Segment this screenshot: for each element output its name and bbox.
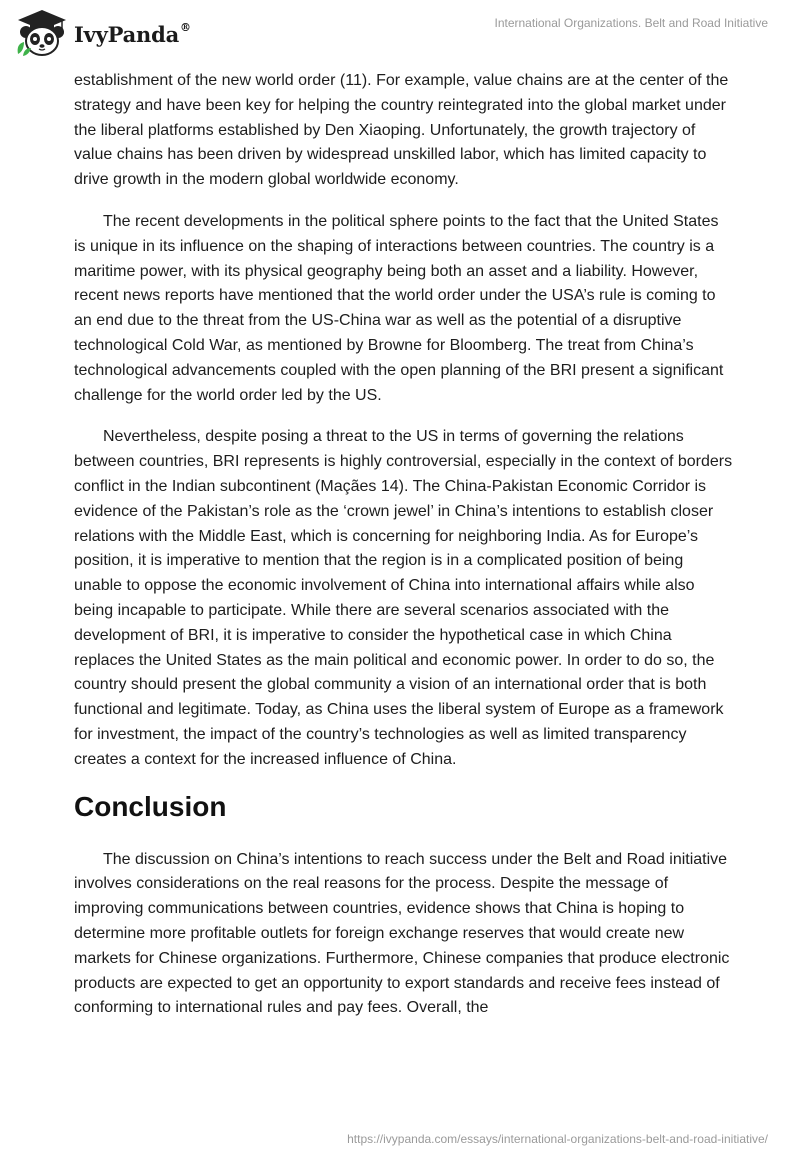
- document-title: International Organizations. Belt and Road Initiative: [494, 16, 768, 30]
- essay-content: [74, 69, 734, 1038]
- page-header: [0, 0, 800, 70]
- source-url[interactable]: https://ivypanda.com/essays/international-organizations-belt-and-road-initiative/: [347, 1132, 768, 1146]
- paragraph-1: establishment of the new world order (11). For example, value chains are at the center of the strategy and have been key for helping the country reintegrated into the global market under the liberal platforms established by Den Xiaoping. Unfortunately, the growth trajectory of value chains has been driven by widespread unskilled labor, which has limited capacity to drive growth in the modern global worldwide economy.: [74, 72, 729, 189]
- paragraph-3: Nevertheless, despite posing a threat to the US in terms of governing the relations between countries, BRI represents is highly controversial, especially in the context of borders conflict in the Indian subcontinent (Maçães 14). The China-Pakistan Economic Corridor is evidence of the Pakistan’s role as the ‘crown jewel’ in China’s intentions to establish closer relations with the Middle East, which is concerning for neighboring India. As for Europe’s position, it is imperative to mention that the region is in a complicated position of being unable to oppose the economic involvement of China into international affairs while also being incapable to participate. While there are several scenarios associated with the development of BRI, it is imperative to consider the hypothetical case in which China replaces the United States as the main political and economic power. In order to do so, the country should present the global community a vision of an international order that is both functional and legitimate. Today, as China uses the liberal system of Europe as a framework for investment, the impact of the country’s technologies as well as limited transparency creates a context for the increased influence of China.: [74, 428, 733, 768]
- ivypanda-logo[interactable]: [14, 8, 191, 58]
- paragraph-4: The discussion on China’s intentions to reach success under the Belt and Road initiative involves considerations on the real reasons for the process. Despite the message of improving communications between countries, evidence shows that China is hoping to determine more profitable outlets for foreign exchange reserves that would create new markets for Chinese organizations. Furthermore, Chinese companies that produce electronic products are expected to get an opportunity to export standards and receive fees instead of conforming to international rules and pay fees. Overall, the: [74, 850, 730, 1017]
- panda-graduate-icon: [14, 8, 70, 58]
- paragraph-2: The recent developments in the political sphere points to the fact that the United States is unique in its influence on the shaping of interactions between countries. The country is a maritime power, with its physical geography being both an asset and a liability. However, recent news reports have mentioned that the world order under the USA’s rule is coming to an end due to the threat from the US-China war as well as the potential of a disruptive technological Cold War, as mentioned by Browne for Bloomberg. The treat from China’s technological advancements coupled with the open planning of the BRI present a significant challenge for the world order led by the US.: [74, 212, 724, 404]
- conclusion-heading: Conclusion: [74, 790, 227, 822]
- brand-text: IvyPanda: [74, 21, 180, 47]
- brand-name: [74, 22, 191, 47]
- registered-mark: ®: [180, 20, 191, 34]
